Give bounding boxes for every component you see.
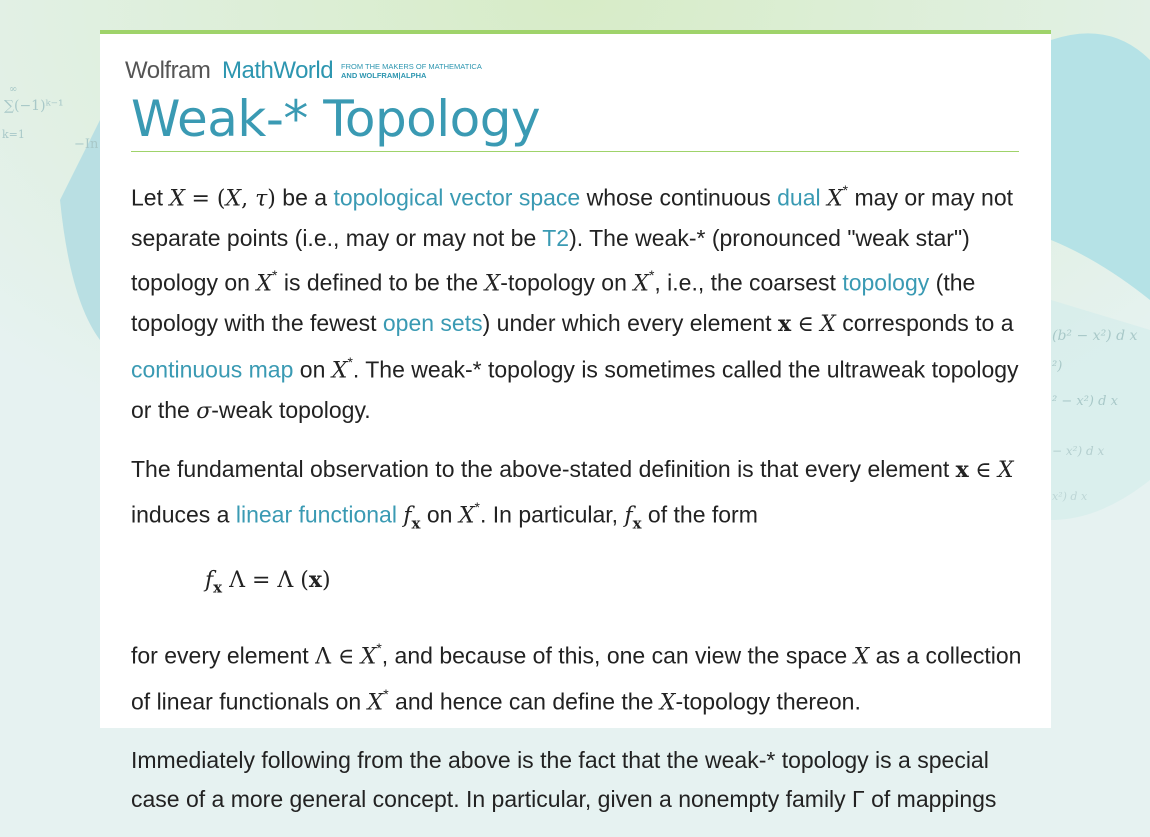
link-continuous-map[interactable]: continuous map (131, 356, 294, 383)
article-body (131, 173, 1031, 837)
paragraph-2: The fundamental observation to the above-stated definition is that every element x ∈ X induces a linear functional $f_x$ on X*. In particular, $f_x$ of the form (131, 455, 1014, 533)
page-title: Weak-* Topology (131, 90, 541, 148)
equation: $f_x$ Λ = Λ (x) (205, 566, 331, 597)
logo-tagline-line2: AND WOLFRAM|ALPHA (341, 71, 427, 80)
bg-formula-left-sub: k=1 (2, 128, 25, 141)
mathworld-logo[interactable] (125, 57, 505, 87)
link-linear-functional[interactable]: linear functional (235, 501, 397, 528)
bg-formula-right-4: − x²) d x (1052, 444, 1105, 458)
link-open-sets[interactable]: open sets (382, 310, 483, 337)
paragraph-3: for every element Λ ∈ X*, and because of this, one can view the space X as a collection of linear functionals on X* and hence can define the X-topology thereon. (131, 639, 1022, 716)
logo-mathworld-text: MathWorld (222, 57, 334, 84)
logo-tagline-line1: FROM THE MAKERS OF MATHEMATICA (341, 62, 482, 71)
link-topology[interactable]: topology (842, 269, 930, 296)
bg-formula-right-1: (b² − x²) d x (1052, 328, 1138, 344)
paragraph-1: Let X = (X, τ) be a topological vector space whose continuous dual X* may or may not separate points (i.e., may or may not be T2). The weak-* (pronounced "weak star") topology on X* is defined to be the X-topology on X*, i.e., the coarsest topology (the topology with the fewest open sets) under which every element x ∈ X corresponds to a continuous map on X*. The weak-* topology is sometimes called the ultraweak topology or the σ-weak topology. (131, 182, 1019, 424)
bg-formula-right-2: ²) (1052, 359, 1063, 374)
title-divider (131, 151, 1019, 152)
paragraph-4: Immediately following from the above is the fact that the weak-* topology is a special case of a more general concept. In particular, given a nonempty family Γ of mappings (131, 747, 997, 813)
bg-formula-right-5: x²) d x (1052, 490, 1088, 503)
bg-formula-right-3: ² − x²) d x (1052, 394, 1118, 409)
logo-tagline (341, 62, 482, 80)
link-dual[interactable]: dual (777, 184, 821, 211)
link-t2[interactable]: T2 (542, 225, 570, 252)
bg-formula-left-sup: ∞ (9, 84, 18, 95)
article-card (100, 30, 1051, 813)
link-topological-vector-space[interactable]: topological vector space (333, 184, 581, 211)
logo-wolfram-text: Wolfram (125, 57, 211, 84)
bg-formula-left: ∑(−1)ᵏ⁻¹ (4, 98, 64, 114)
bg-formula-left-line2: −In (74, 137, 99, 152)
